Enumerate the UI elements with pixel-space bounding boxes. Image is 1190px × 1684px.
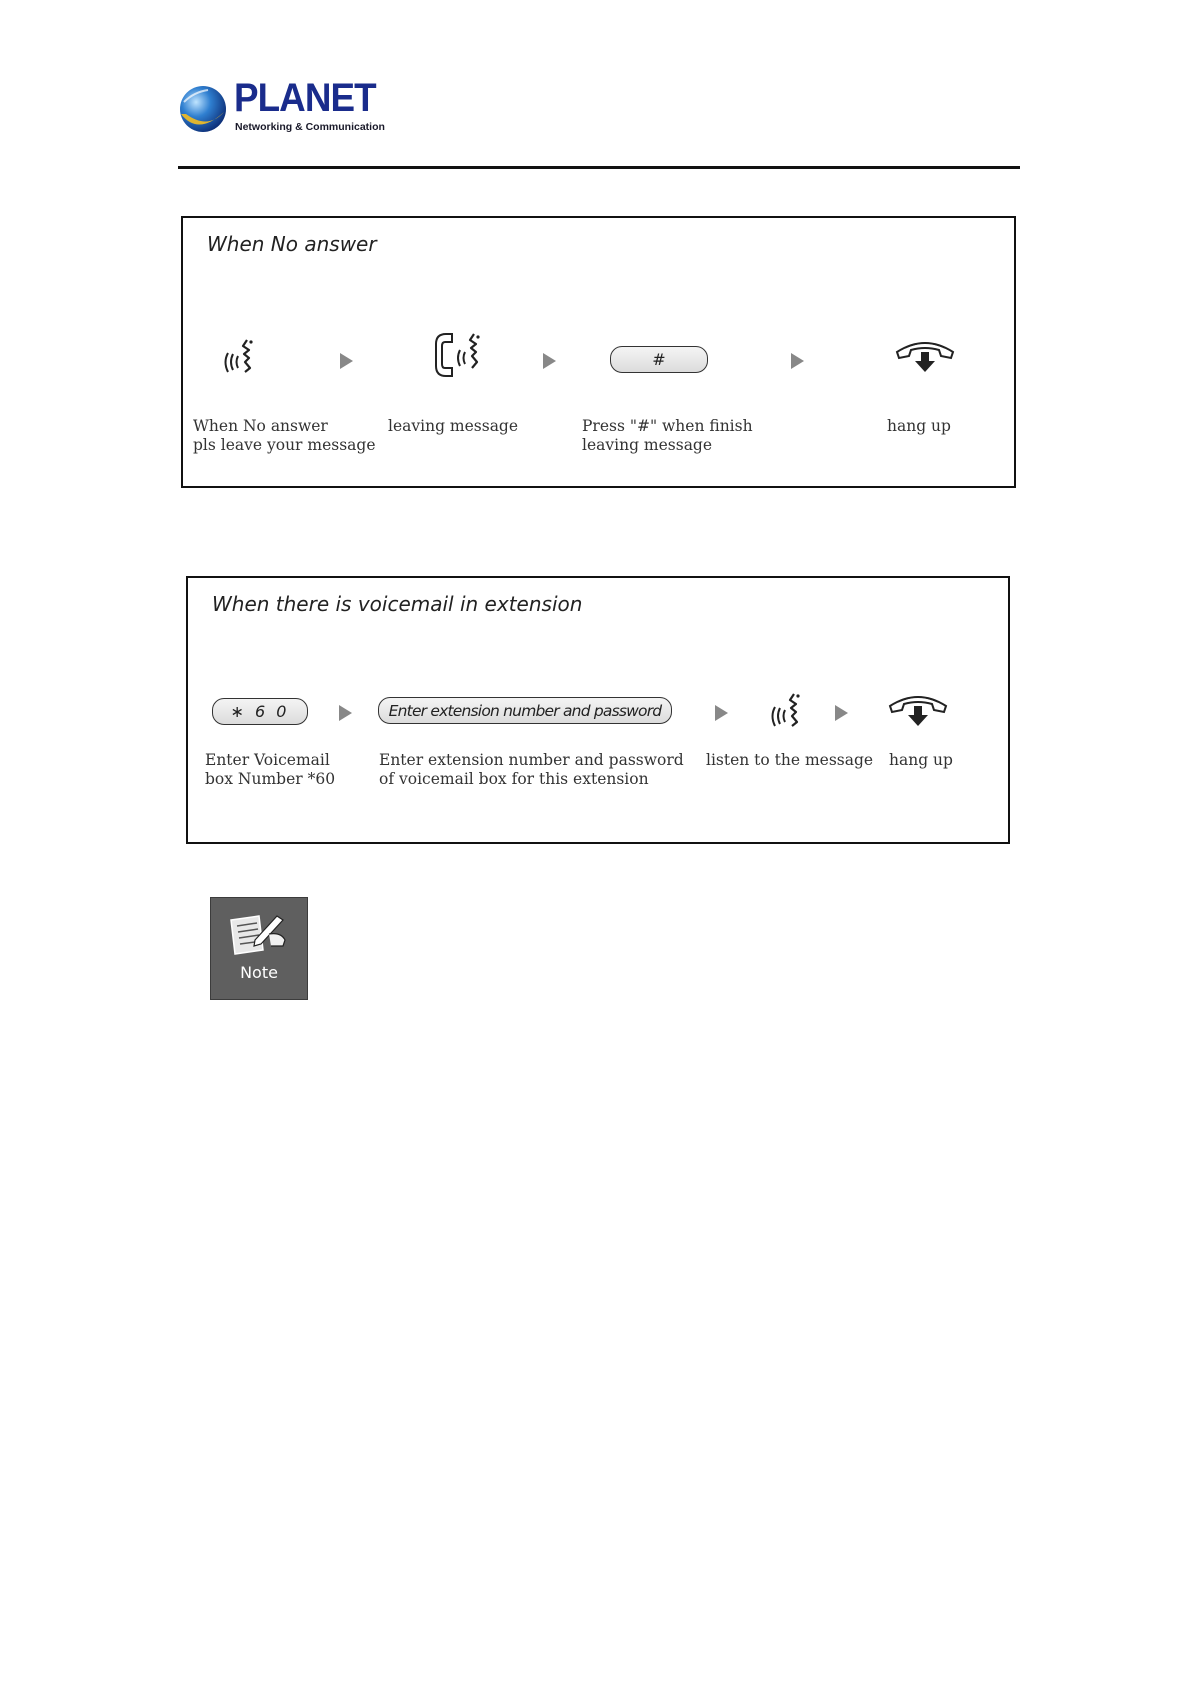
- phone-speaking-icon: [430, 330, 488, 382]
- panel-title: When there is voicemail in extension: [212, 592, 583, 616]
- star-60-key-icon: [212, 698, 308, 725]
- step-caption: leaving message: [388, 417, 519, 435]
- voicemail-panel: [186, 576, 1010, 844]
- input-field-icon: [378, 697, 672, 724]
- flow-arrow-icon: [340, 353, 353, 369]
- step-caption: hang up: [887, 417, 951, 435]
- brand-name: PLANET: [234, 76, 376, 120]
- note-pencil-icon: [225, 910, 293, 960]
- step-caption: Press "#" when finish leaving message: [582, 417, 753, 454]
- step-caption: Enter Voicemail box Number *60: [205, 751, 336, 788]
- step-caption: When No answer pls leave your message: [193, 417, 376, 454]
- speaking-person-icon: [219, 336, 263, 380]
- header-divider: [178, 166, 1020, 169]
- no-answer-panel: [181, 216, 1016, 488]
- input-field-label: Enter extension number and password: [388, 701, 662, 720]
- hang-up-icon: [886, 692, 950, 732]
- flow-arrow-icon: [339, 705, 352, 721]
- note-badge: [210, 897, 308, 1000]
- step-caption: listen to the message: [706, 751, 874, 769]
- hash-key-label: #: [652, 350, 666, 369]
- note-label: Note: [240, 963, 278, 982]
- star-60-key-label: ∗ 6 0: [230, 702, 290, 721]
- step-caption: Enter extension number and password of voicemail box for this extension: [379, 751, 684, 788]
- flow-arrow-icon: [715, 705, 728, 721]
- globe-logo-icon: [178, 84, 228, 134]
- hang-up-icon: [893, 338, 957, 378]
- hash-key-icon: [610, 346, 708, 373]
- brand-tagline: Networking & Communication: [235, 121, 385, 133]
- speaking-person-icon: [766, 690, 810, 734]
- panel-title: When No answer: [207, 232, 377, 256]
- planet-logo: [178, 76, 385, 138]
- flow-arrow-icon: [835, 705, 848, 721]
- flow-arrow-icon: [791, 353, 804, 369]
- step-caption: hang up: [889, 751, 953, 769]
- flow-arrow-icon: [543, 353, 556, 369]
